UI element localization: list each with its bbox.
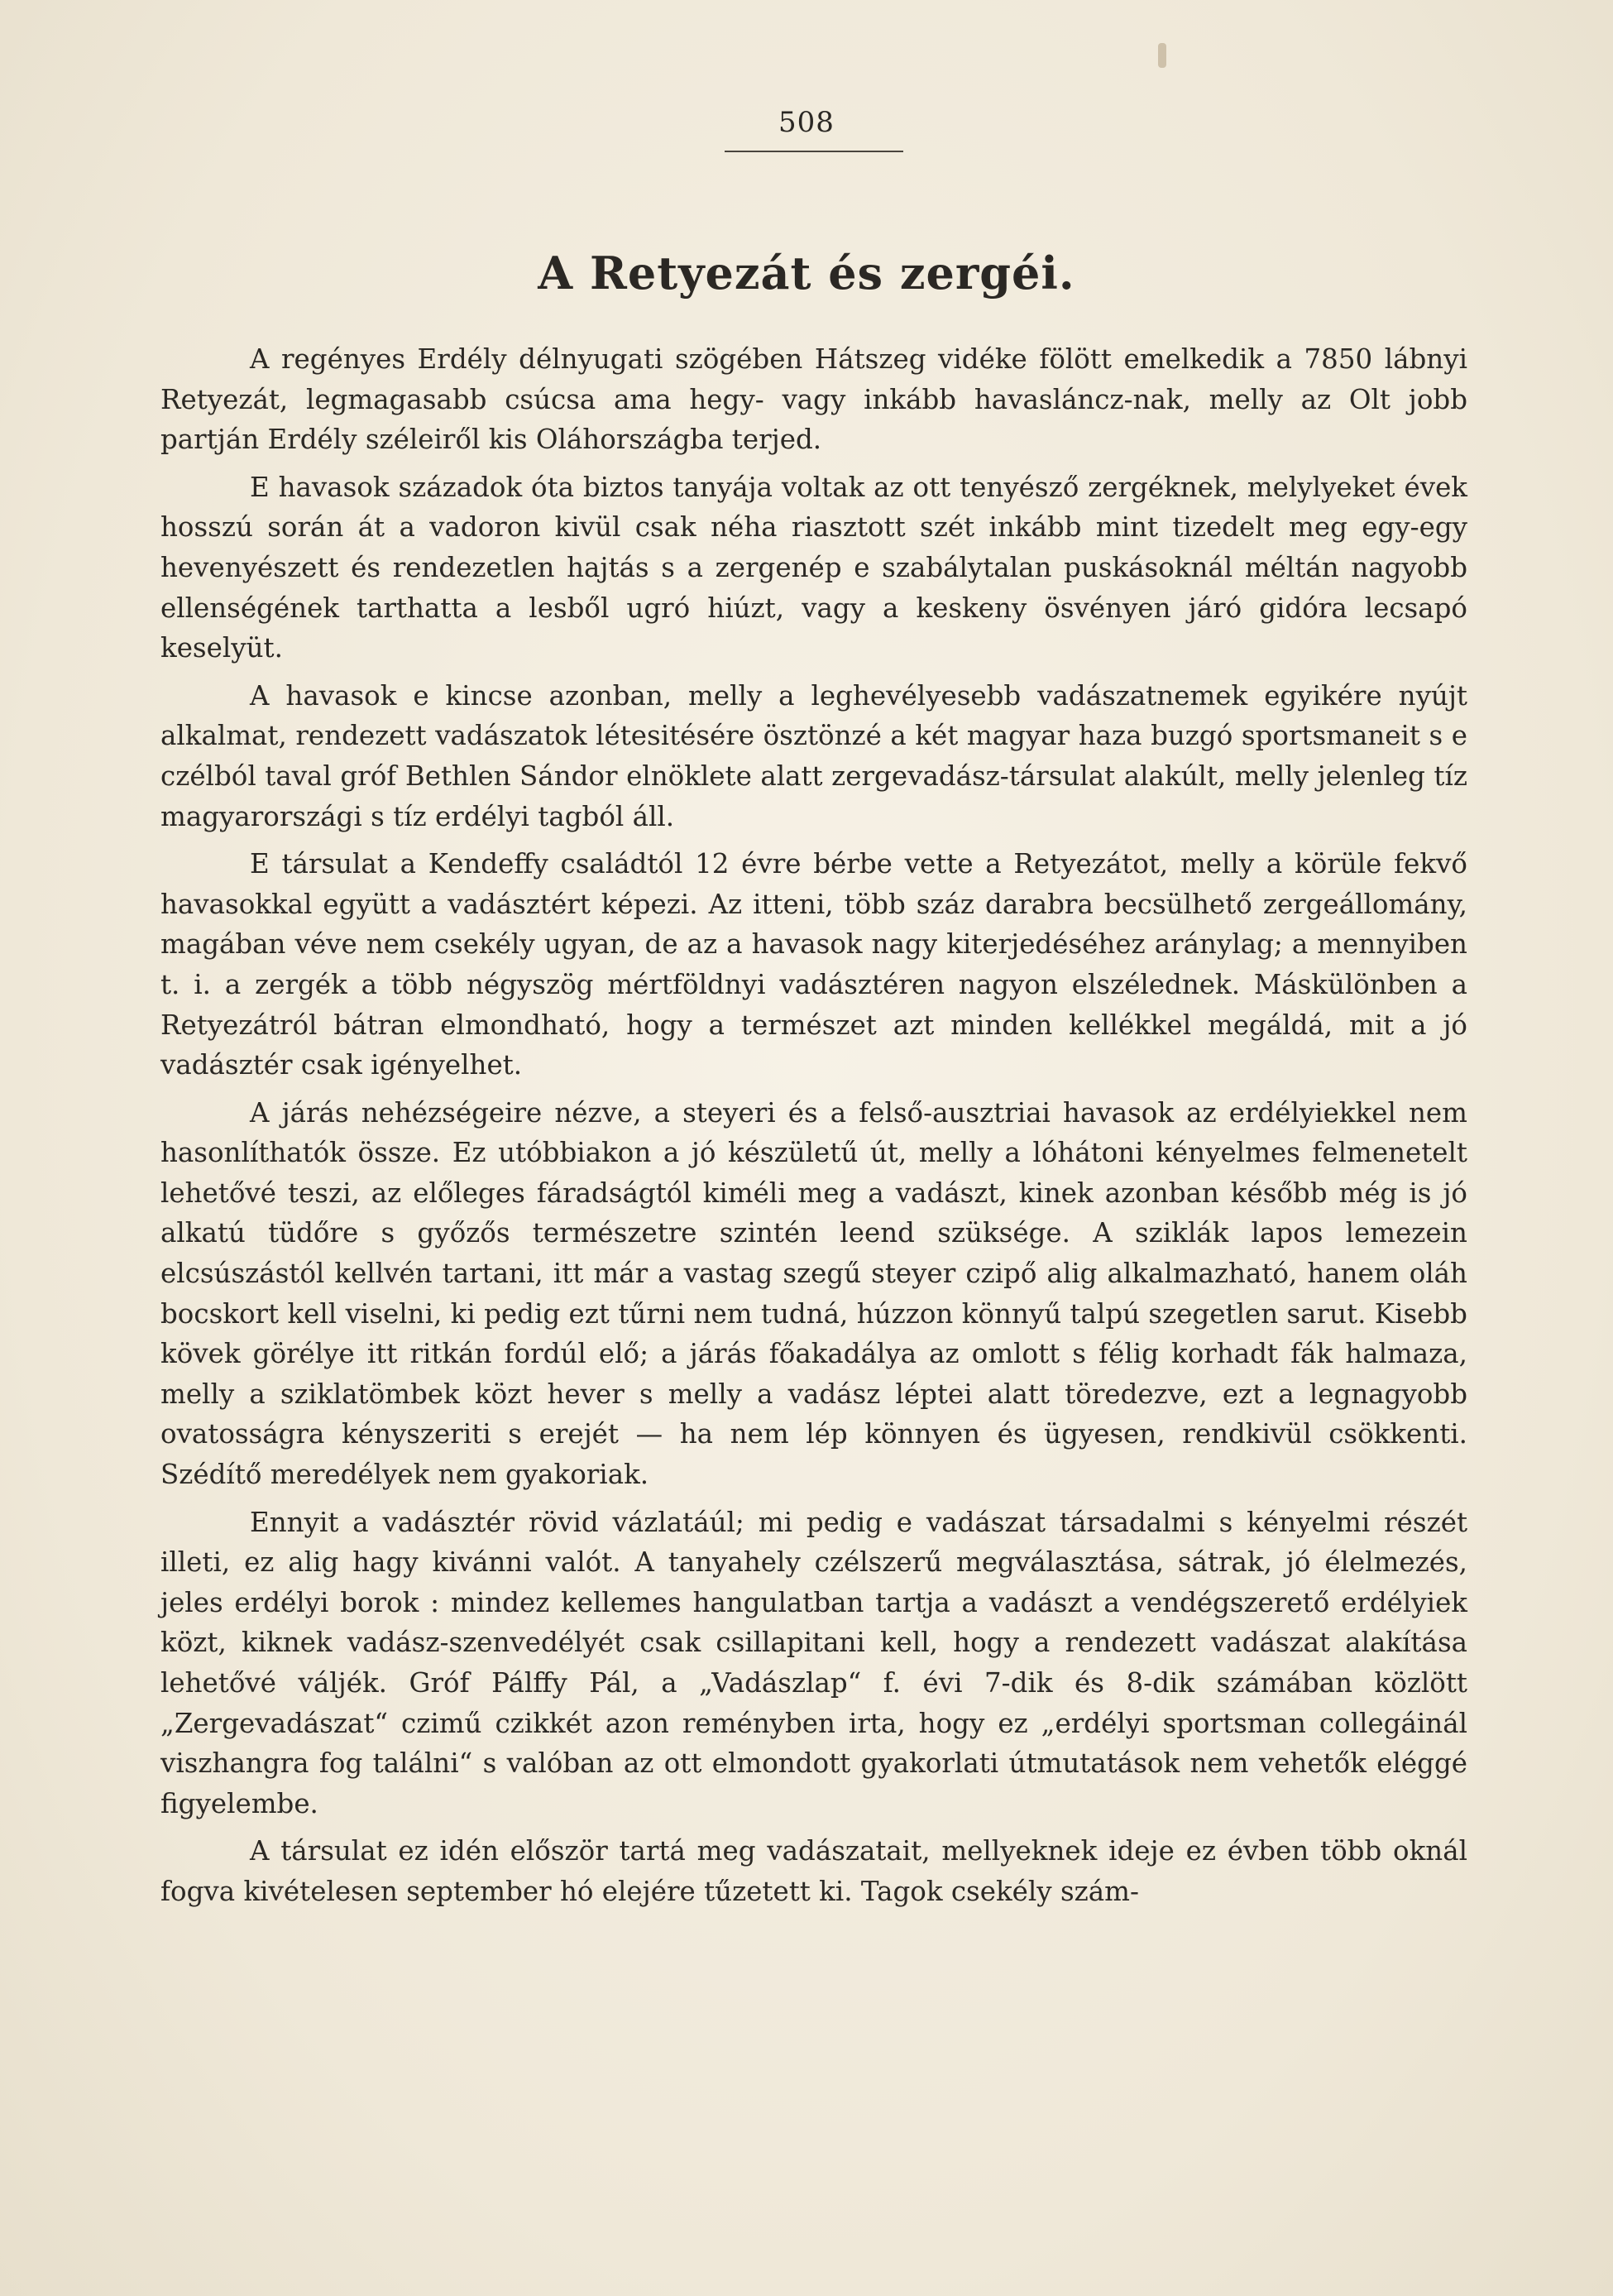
paragraph: A társulat ez idén először tartá meg vadászatait, mellyeknek ideje ez évben több oknál fogva kivételesen september hó elejére tűzetett ki. Tagok csekély szám- <box>160 1835 1467 1907</box>
paper-mark <box>1158 43 1166 68</box>
page-number: 508 <box>778 106 835 139</box>
article-title: A Retyezát és zergéi. <box>538 247 1075 300</box>
article-body <box>160 339 1467 1920</box>
paragraph: A havasok e kincse azonban, melly a leghevélyesebb vadászatnemek egyikére nyújt alkalmat, rendezett vadászatok létesitésére ösztönzé a két magyar haza buzgó sportsmaneit s e czélból taval gróf Bethlen Sándor elnöklete alatt zergevadász-társulat alakúlt, melly jelenleg tíz magyarországi s tíz erdélyi tagból áll. <box>160 679 1467 832</box>
page-number-rule <box>725 151 903 152</box>
paragraph: E havasok századok óta biztos tanyája voltak az ott tenyésző zergéknek, melylyeket évek hosszú során át a vadoron kivül csak néha riasztott szét inkább mint tizedelt meg egy-egy hevenyészett és rendezetlen hajtás s a zergenép e szabálytalan puskásoknál méltán nagyobb ellenségének tarthatta a lesből ugró hiúzt, vagy a keskeny ösvényen járó gidóra lecsapó keselyüt. <box>160 471 1467 664</box>
paragraph: E társulat a Kendeffy családtól 12 évre bérbe vette a Retyezátot, melly a körüle fekvő havasokkal együtt a vadásztért képezi. Az itteni, több száz darabra becsülhető zergeállomány, magában véve nem csekély ugyan, de az a havasok nagy kiterjedéséhez aránylag; a mennyiben t. i. a zergék a több négyszög mértföldnyi vadásztéren nagyon elszélednek. Máskülönben a Retyezátról bátran elmondható, hogy a természet azt minden kellékkel megáldá, mit a jó vadásztér csak igényelhet. <box>160 848 1467 1081</box>
paragraph: A járás nehézségeire nézve, a steyeri és a felső-ausztriai havasok az erdélyiekkel nem hasonlíthatók össze. Ez utóbbiakon a jó készületű út, melly a lóhátoni kényelmes felmenetelt lehetővé teszi, az előleges fáradságtól kiméli meg a vadászt, kinek azonban később még is jó alkatú tüdőre s győzős természetre szintén leend szüksége. A sziklák lapos lemezein elcsúszástól kellvén tartani, itt már a vastag szegű steyer czipő alig alkalmazható, hanem oláh bocskort kell viselni, ki pedig ezt tűrni nem tudná, húzzon könnyű talpú szegetlen sarut. Kisebb kövek görélye itt ritkán fordúl elő; a járás főakadálya az omlott s félig korhadt fák halmaza, melly a sziklatömbek közt hever s melly a vadász léptei alatt töredezve, ezt a legnagyobb ovatosságra kényszeriti s erejét — ha nem lép könnyen és ügyesen, rendkivül csökkenti. Szédítő meredélyek nem gyakoriak. <box>160 1096 1467 1491</box>
paragraph: Ennyit a vadásztér rövid vázlatáúl; mi pedig e vadászat társadalmi s kényelmi részét illeti, ez alig hagy kivánni valót. A tanyahely czélszerű megválasztása, sátrak, jó élelmezés, jeles erdélyi borok : mindez kellemes hangulatban tartja a vadászt a vendégszerető erdélyiek közt, kiknek vadász-szenvedélyét csak csillapitani kell, hogy a rendezett vadászat alakítása lehetővé váljék. Gróf Pálffy Pál, a „Vadászlap“ f. évi 7-dik és 8-dik számában közlött „Zergevadászat“ czimű czikkét azon reményben irta, hogy ez „erdélyi sportsman collegáinál viszhangra fog találni“ s valóban az ott elmondott gyakorlati útmutatások nem vehetők eléggé figyelembe. <box>160 1506 1467 1819</box>
paragraph: A regényes Erdély délnyugati szögében Hátszeg vidéke fölött emelkedik a 7850 lábnyi Retyezát, legmagasabb csúcsa ama hegy- vagy inkább havasláncz-nak, melly az Olt jobb partján Erdély széleiről kis Oláhországba terjed. <box>160 343 1467 456</box>
